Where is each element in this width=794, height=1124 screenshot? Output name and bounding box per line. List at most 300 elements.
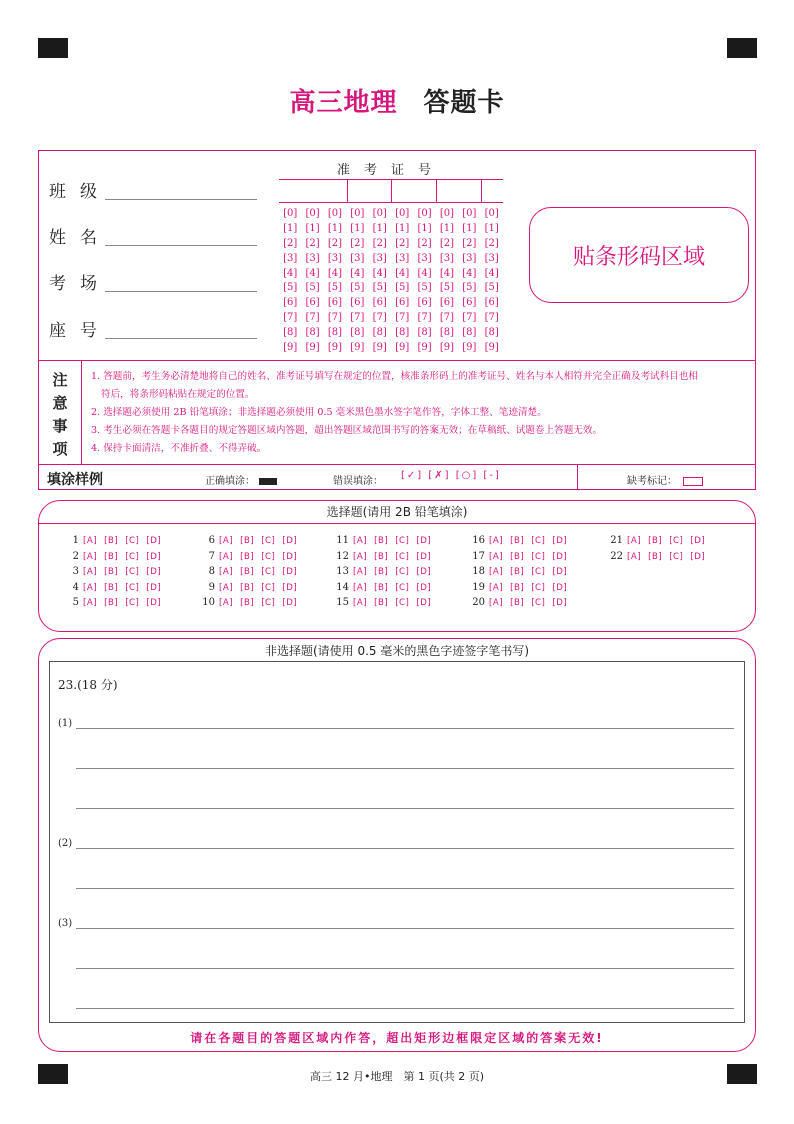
exam-digit-bubble[interactable]: [8] bbox=[327, 327, 343, 339]
question-number: 6 bbox=[208, 535, 215, 546]
exam-digit-bubble[interactable]: [9] bbox=[417, 342, 432, 354]
fill-example-label: 填涂样例 bbox=[47, 472, 103, 488]
question-number: 11 bbox=[336, 535, 349, 546]
answer-area-warning: 请在各题目的答题区域内作答，超出矩形边框限定区域的答案无效! bbox=[190, 1031, 604, 1045]
answer-option-bubble[interactable]: [B] bbox=[510, 598, 525, 609]
exam-digit-bubble[interactable]: [0] bbox=[305, 208, 320, 219]
question-row bbox=[467, 564, 574, 580]
answer-option-bubble[interactable]: [D] bbox=[146, 551, 162, 562]
answer-option-bubble[interactable]: [B] bbox=[648, 536, 663, 546]
answer-option-bubble[interactable]: [D] bbox=[282, 567, 298, 578]
answer-option-bubble[interactable]: [C] bbox=[531, 598, 546, 609]
field-line bbox=[105, 338, 257, 339]
exam-digit-bubble[interactable]: [0] bbox=[484, 208, 499, 219]
exam-digit-bubble[interactable]: [2] bbox=[305, 237, 320, 249]
absent-mark-label: 缺考标记： bbox=[627, 476, 677, 487]
question-column bbox=[605, 533, 712, 564]
exam-digit-bubble[interactable]: [7] bbox=[462, 312, 477, 324]
answer-option-bubble[interactable]: [D] bbox=[282, 551, 298, 562]
question-number: 5 bbox=[72, 597, 79, 609]
absent-mark bbox=[627, 472, 703, 487]
exam-digit-bubble[interactable]: [7] bbox=[484, 312, 499, 324]
question-row bbox=[61, 564, 168, 580]
exam-digit-bubble[interactable]: [5] bbox=[372, 282, 387, 294]
answer-option-bubble[interactable]: [B] bbox=[374, 567, 389, 578]
part-1-label: (1) bbox=[58, 718, 73, 729]
question-row bbox=[331, 533, 438, 549]
question-row bbox=[467, 549, 574, 565]
answer-option-bubble[interactable]: [B] bbox=[374, 598, 389, 609]
exam-digit-bubble[interactable]: [7] bbox=[395, 312, 410, 324]
exam-digit-bubble[interactable]: [0] bbox=[417, 208, 432, 219]
field-label: 考场 bbox=[49, 274, 111, 294]
answer-option-bubble[interactable]: [B] bbox=[240, 551, 255, 562]
question-column bbox=[197, 533, 304, 611]
answer-option-bubble[interactable]: [A] bbox=[83, 582, 98, 593]
exam-digit-bubble[interactable]: [6] bbox=[417, 297, 432, 309]
question-number: 19 bbox=[472, 581, 485, 593]
answer-option-bubble[interactable]: [B] bbox=[104, 536, 119, 546]
exam-digit-bubble[interactable]: [4] bbox=[372, 267, 387, 279]
exam-digit-bubble[interactable]: [0] bbox=[372, 208, 387, 219]
answer-option-bubble[interactable]: [A] bbox=[353, 582, 368, 593]
exam-digit-bubble[interactable]: [1] bbox=[395, 222, 410, 234]
exam-digit-bubble[interactable]: [8] bbox=[305, 327, 320, 339]
exam-digit-bubble[interactable]: [6] bbox=[283, 297, 298, 309]
exam-digit-bubble[interactable]: [0] bbox=[395, 208, 410, 219]
exam-digit-bubble[interactable]: [2] bbox=[283, 237, 298, 249]
exam-number-bubbles[interactable] bbox=[279, 207, 503, 356]
answer-option-bubble[interactable]: [A] bbox=[219, 536, 234, 546]
question-number: 17 bbox=[472, 550, 485, 562]
exam-digit-bubble[interactable]: [2] bbox=[462, 237, 477, 249]
question-row bbox=[331, 580, 438, 596]
exam-digit-bubble[interactable]: [4] bbox=[439, 267, 455, 279]
answer-option-bubble[interactable]: [C] bbox=[531, 567, 546, 578]
exam-digit-bubble[interactable]: [5] bbox=[462, 282, 477, 294]
question-row bbox=[61, 549, 168, 565]
answer-option-bubble[interactable]: [C] bbox=[395, 536, 410, 546]
answer-option-bubble[interactable]: [D] bbox=[416, 536, 432, 546]
question-number: 16 bbox=[472, 535, 485, 546]
question-row bbox=[467, 533, 574, 549]
question-number: 7 bbox=[208, 550, 215, 562]
exam-digit-bubble[interactable]: [8] bbox=[395, 327, 410, 339]
answer-option-bubble[interactable]: [B] bbox=[240, 567, 255, 578]
field-line bbox=[105, 291, 257, 292]
question-number: 4 bbox=[72, 581, 79, 593]
exam-digit-bubble[interactable]: [6] bbox=[439, 297, 455, 309]
answer-option-bubble[interactable]: [A] bbox=[219, 551, 234, 562]
part-3-label: (3) bbox=[58, 918, 73, 929]
answer-option-bubble[interactable]: [B] bbox=[240, 582, 255, 593]
answer-option-bubble[interactable]: [A] bbox=[83, 536, 98, 546]
answer-option-bubble[interactable]: [A] bbox=[219, 582, 234, 593]
question-number: 1 bbox=[72, 535, 79, 546]
registration-mark-top-left bbox=[38, 38, 68, 58]
exam-digit-bubble[interactable]: [3] bbox=[484, 252, 499, 264]
exam-digit-bubble[interactable]: [4] bbox=[283, 267, 298, 279]
answer-option-bubble[interactable]: [C] bbox=[395, 582, 410, 593]
answer-option-bubble[interactable]: [A] bbox=[489, 567, 504, 578]
divider bbox=[39, 523, 755, 524]
exam-digit-bubble[interactable]: [6] bbox=[372, 297, 387, 309]
exam-digit-bubble[interactable]: [5] bbox=[350, 282, 365, 294]
answer-option-bubble[interactable]: [D] bbox=[552, 567, 568, 578]
answer-option-bubble[interactable]: [D] bbox=[282, 536, 298, 546]
answer-option-bubble[interactable]: [B] bbox=[510, 536, 525, 546]
answer-option-bubble[interactable]: [C] bbox=[395, 551, 410, 562]
exam-digit-bubble[interactable]: [9] bbox=[372, 342, 387, 354]
field-label: 班级 bbox=[49, 182, 111, 202]
exam-digit-bubble[interactable]: [2] bbox=[350, 237, 365, 249]
barcode-area: 贴条形码区域 bbox=[529, 207, 749, 303]
exam-digit-bubble[interactable]: [9] bbox=[327, 342, 343, 354]
registration-mark-top-right bbox=[727, 38, 757, 58]
answer-line[interactable] bbox=[76, 768, 734, 769]
exam-digit-bubble[interactable]: [2] bbox=[395, 237, 410, 249]
choice-title: 选择题(请用 2B 铅笔填涂) bbox=[326, 505, 468, 519]
exam-digit-bubble[interactable]: [8] bbox=[417, 327, 432, 339]
exam-digit-bubble[interactable]: [3] bbox=[462, 252, 477, 264]
exam-digit-bubble[interactable]: [9] bbox=[484, 342, 499, 354]
answer-option-bubble[interactable]: [C] bbox=[395, 598, 410, 609]
answer-box[interactable] bbox=[49, 661, 745, 1023]
exam-digit-bubble[interactable]: [2] bbox=[372, 237, 387, 249]
answer-option-bubble[interactable]: [D] bbox=[282, 582, 298, 593]
question-row bbox=[467, 595, 574, 611]
exam-digit-bubble[interactable]: [7] bbox=[417, 312, 432, 324]
note-item: 1. 答题前，考生务必清楚地将自己的姓名、准考证号填写在规定的位置，核准条形码上的准考证号、姓名与本人相符并完全正确及考试科目也相 bbox=[91, 371, 699, 382]
answer-option-bubble[interactable]: [D] bbox=[552, 582, 568, 593]
question-number: 8 bbox=[208, 566, 215, 578]
exam-digit-bubble[interactable]: [8] bbox=[350, 327, 365, 339]
answer-option-bubble[interactable]: [C] bbox=[261, 567, 276, 578]
answer-option-bubble[interactable]: [C] bbox=[669, 551, 684, 562]
exam-digit-bubble[interactable]: [0] bbox=[327, 208, 343, 219]
exam-digit-bubble[interactable]: [6] bbox=[305, 297, 320, 309]
answer-option-bubble[interactable]: [D] bbox=[552, 536, 568, 546]
answer-option-bubble[interactable]: [C] bbox=[125, 598, 140, 609]
field-line bbox=[105, 199, 257, 200]
question-number: 14 bbox=[336, 581, 349, 593]
question-row bbox=[61, 595, 168, 611]
answer-option-bubble[interactable]: [A] bbox=[489, 551, 504, 562]
exam-digit-bubble[interactable]: [5] bbox=[484, 282, 499, 294]
answer-line[interactable] bbox=[76, 968, 734, 969]
question-number: 2 bbox=[72, 550, 79, 562]
exam-digit-bubble[interactable]: [1] bbox=[283, 222, 298, 234]
answer-option-bubble[interactable]: [C] bbox=[531, 536, 546, 546]
question-row bbox=[197, 549, 304, 565]
exam-digit-bubble[interactable]: [1] bbox=[350, 222, 365, 234]
answer-option-bubble[interactable]: [B] bbox=[510, 582, 525, 593]
exam-digit-bubble[interactable]: [3] bbox=[283, 252, 298, 264]
exam-digit-bubble[interactable]: [8] bbox=[283, 327, 298, 339]
exam-digit-bubble[interactable]: [8] bbox=[484, 327, 499, 339]
answer-option-bubble[interactable]: [D] bbox=[146, 598, 162, 609]
exam-number-cell[interactable] bbox=[391, 180, 436, 202]
question-number: 9 bbox=[208, 581, 215, 593]
exam-digit-bubble[interactable]: [1] bbox=[305, 222, 320, 234]
exam-digit-bubble[interactable]: [6] bbox=[484, 297, 499, 309]
answer-option-bubble[interactable]: [D] bbox=[690, 551, 706, 562]
correct-fill-label: 正确填涂： bbox=[205, 476, 255, 487]
page-title bbox=[0, 82, 794, 119]
answer-option-bubble[interactable]: [A] bbox=[219, 567, 234, 578]
title-card: 答题卡 bbox=[423, 88, 505, 118]
exam-digit-bubble[interactable]: [7] bbox=[372, 312, 387, 324]
answer-option-bubble[interactable]: [D] bbox=[416, 598, 432, 609]
answer-option-bubble[interactable]: [B] bbox=[104, 582, 119, 593]
answer-option-bubble[interactable]: [A] bbox=[83, 551, 98, 562]
answer-option-bubble[interactable]: [B] bbox=[374, 551, 389, 562]
answer-line[interactable] bbox=[76, 808, 734, 809]
exam-digit-bubble[interactable]: [2] bbox=[484, 237, 499, 249]
field-exam-room[interactable] bbox=[49, 269, 259, 295]
exam-digit-bubble[interactable]: [4] bbox=[350, 267, 365, 279]
question-row bbox=[61, 533, 168, 549]
fill-example-row bbox=[39, 464, 755, 490]
answer-option-bubble[interactable]: [C] bbox=[395, 567, 410, 578]
exam-digit-bubble[interactable]: [3] bbox=[327, 252, 343, 264]
question-row bbox=[197, 533, 304, 549]
answer-option-bubble[interactable]: [D] bbox=[282, 598, 298, 609]
answer-option-bubble[interactable]: [A] bbox=[489, 536, 504, 546]
title-subject: 高三地理 bbox=[289, 88, 398, 118]
free-response-title: 非选择题(请使用 0.5 毫米的黑色字迹签字笔书写) bbox=[264, 644, 530, 658]
exam-digit-bubble[interactable]: [0] bbox=[462, 208, 477, 219]
question-row bbox=[331, 549, 438, 565]
answer-option-bubble[interactable]: [A] bbox=[489, 598, 504, 609]
answer-option-bubble[interactable]: [A] bbox=[489, 582, 504, 593]
answer-option-bubble[interactable]: [B] bbox=[104, 551, 119, 562]
answer-option-bubble[interactable]: [A] bbox=[353, 536, 368, 546]
exam-digit-bubble[interactable]: [8] bbox=[462, 327, 477, 339]
exam-digit-bubble[interactable]: [5] bbox=[395, 282, 410, 294]
answer-option-bubble[interactable]: [B] bbox=[104, 567, 119, 578]
exam-digit-bubble[interactable]: [9] bbox=[439, 342, 455, 354]
exam-digit-bubble[interactable]: [8] bbox=[372, 327, 387, 339]
exam-digit-bubble[interactable]: [6] bbox=[327, 297, 343, 309]
answer-option-bubble[interactable]: [C] bbox=[261, 598, 276, 609]
answer-option-bubble[interactable]: [B] bbox=[104, 598, 119, 609]
divider bbox=[39, 360, 755, 361]
free-response-section bbox=[38, 638, 756, 1052]
answer-option-bubble[interactable]: [D] bbox=[416, 567, 432, 578]
answer-option-bubble[interactable]: [B] bbox=[374, 582, 389, 593]
exam-number-grid[interactable] bbox=[279, 179, 503, 203]
exam-number-cell[interactable] bbox=[279, 180, 347, 202]
exam-digit-bubble[interactable]: [1] bbox=[462, 222, 477, 234]
question-row bbox=[197, 564, 304, 580]
answer-option-bubble[interactable]: [D] bbox=[416, 582, 432, 593]
notes-text bbox=[91, 368, 751, 458]
note-item: 2. 选择题必须使用 2B 铅笔填涂；非选择题必须使用 0.5 毫米黑色墨水签字笔作答，字体工整、笔迹清楚。 bbox=[91, 407, 547, 418]
exam-digit-bubble[interactable]: [1] bbox=[372, 222, 387, 234]
exam-digit-bubble[interactable]: [9] bbox=[350, 342, 365, 354]
exam-digit-bubble[interactable]: [4] bbox=[484, 267, 499, 279]
exam-digit-bubble[interactable]: [0] bbox=[283, 208, 298, 219]
exam-digit-bubble[interactable]: [9] bbox=[283, 342, 298, 354]
exam-digit-bubble[interactable]: [5] bbox=[283, 282, 298, 294]
exam-digit-bubble[interactable]: [5] bbox=[305, 282, 320, 294]
exam-digit-bubble[interactable]: [3] bbox=[372, 252, 387, 264]
note-item: 符后，将条形码粘贴在规定的位置。 bbox=[101, 389, 255, 400]
answer-option-bubble[interactable]: [A] bbox=[353, 567, 368, 578]
exam-number-cell[interactable] bbox=[481, 180, 503, 202]
exam-digit-bubble[interactable]: [3] bbox=[439, 252, 455, 264]
answer-option-bubble[interactable]: [C] bbox=[531, 551, 546, 562]
exam-digit-bubble[interactable]: [6] bbox=[462, 297, 477, 309]
answer-option-bubble[interactable]: [A] bbox=[219, 598, 234, 609]
exam-digit-bubble[interactable]: [9] bbox=[395, 342, 410, 354]
exam-digit-bubble[interactable]: [9] bbox=[462, 342, 477, 354]
exam-number-label: 准考证号 bbox=[336, 163, 445, 178]
exam-digit-bubble[interactable]: [9] bbox=[305, 342, 320, 354]
exam-digit-bubble[interactable]: [1] bbox=[417, 222, 432, 234]
exam-digit-bubble[interactable]: [4] bbox=[395, 267, 410, 279]
exam-digit-bubble[interactable]: [0] bbox=[350, 208, 365, 219]
question-row bbox=[605, 549, 712, 565]
answer-option-bubble[interactable]: [C] bbox=[261, 551, 276, 562]
exam-digit-bubble[interactable]: [7] bbox=[305, 312, 320, 324]
answer-option-bubble[interactable]: [B] bbox=[240, 598, 255, 609]
wrong-fill-label: 错误填涂： bbox=[333, 476, 383, 487]
answer-line[interactable] bbox=[76, 928, 734, 929]
exam-digit-bubble[interactable]: [6] bbox=[395, 297, 410, 309]
note-item: 4. 保持卡面清洁，不准折叠、不得弄破。 bbox=[91, 443, 267, 454]
answer-option-bubble[interactable]: [D] bbox=[146, 567, 162, 578]
answer-option-bubble[interactable]: [A] bbox=[353, 551, 368, 562]
exam-digit-bubble[interactable]: [8] bbox=[439, 327, 455, 339]
exam-digit-bubble[interactable]: [3] bbox=[305, 252, 320, 264]
field-class[interactable] bbox=[49, 177, 259, 203]
exam-digit-bubble[interactable]: [7] bbox=[283, 312, 298, 324]
answer-line[interactable] bbox=[76, 848, 734, 849]
exam-number-cell[interactable] bbox=[347, 180, 391, 202]
answer-option-bubble[interactable]: [B] bbox=[510, 567, 525, 578]
question-number: 3 bbox=[72, 566, 79, 578]
exam-digit-bubble[interactable]: [4] bbox=[305, 267, 320, 279]
answer-option-bubble[interactable]: [A] bbox=[83, 567, 98, 578]
answer-option-bubble[interactable]: [A] bbox=[353, 598, 368, 609]
exam-digit-bubble[interactable]: [0] bbox=[439, 208, 455, 219]
divider bbox=[577, 464, 578, 490]
exam-digit-bubble[interactable]: [4] bbox=[327, 267, 343, 279]
exam-digit-bubble[interactable]: [7] bbox=[327, 312, 343, 324]
exam-digit-bubble[interactable]: [2] bbox=[417, 237, 432, 249]
answer-option-bubble[interactable]: [C] bbox=[261, 536, 276, 546]
exam-digit-bubble[interactable]: [5] bbox=[417, 282, 432, 294]
exam-digit-bubble[interactable]: [2] bbox=[439, 237, 455, 249]
exam-digit-bubble[interactable]: [3] bbox=[417, 252, 432, 264]
field-line bbox=[105, 245, 257, 246]
question-number: 12 bbox=[336, 550, 349, 562]
exam-number-cell[interactable] bbox=[436, 180, 481, 202]
question-number: 10 bbox=[202, 597, 215, 609]
answer-line[interactable] bbox=[76, 1008, 734, 1009]
exam-digit-bubble[interactable]: [1] bbox=[327, 222, 343, 234]
filled-box-icon bbox=[259, 478, 277, 485]
answer-option-bubble[interactable]: [C] bbox=[125, 567, 140, 578]
notes-title: 注意事项 bbox=[52, 371, 68, 458]
exam-digit-bubble[interactable]: [3] bbox=[395, 252, 410, 264]
exam-digit-bubble[interactable]: [1] bbox=[484, 222, 499, 234]
question-column bbox=[61, 533, 168, 611]
wrong-fill-marks: [✓] [✗] [○] [-] bbox=[401, 470, 501, 481]
answer-option-bubble[interactable]: [D] bbox=[146, 582, 162, 593]
answer-option-bubble[interactable]: [C] bbox=[261, 582, 276, 593]
question-number: 13 bbox=[336, 566, 349, 578]
exam-digit-bubble[interactable]: [3] bbox=[350, 252, 365, 264]
question-row bbox=[197, 595, 304, 611]
part-2-label: (2) bbox=[58, 838, 73, 849]
absent-box-icon[interactable] bbox=[683, 477, 703, 486]
page-footer: 高三 12 月•地理 第 1 页(共 2 页) bbox=[309, 1070, 485, 1083]
exam-digit-bubble[interactable]: [4] bbox=[417, 267, 432, 279]
exam-digit-bubble[interactable]: [5] bbox=[439, 282, 455, 294]
question-number: 22 bbox=[610, 550, 623, 562]
exam-digit-bubble[interactable]: [4] bbox=[462, 267, 477, 279]
question-row bbox=[467, 580, 574, 596]
answer-option-bubble[interactable]: [C] bbox=[531, 582, 546, 593]
correct-fill bbox=[205, 472, 277, 487]
answer-option-bubble[interactable]: [B] bbox=[240, 536, 255, 546]
answer-option-bubble[interactable]: [A] bbox=[627, 536, 642, 546]
answer-option-bubble[interactable]: [D] bbox=[690, 536, 706, 546]
answer-option-bubble[interactable]: [C] bbox=[125, 582, 140, 593]
question-column bbox=[467, 533, 574, 611]
answer-option-bubble[interactable]: [B] bbox=[510, 551, 525, 562]
exam-digit-bubble[interactable]: [5] bbox=[327, 282, 343, 294]
exam-digit-bubble[interactable]: [7] bbox=[350, 312, 365, 324]
answer-option-bubble[interactable]: [D] bbox=[552, 598, 568, 609]
exam-digit-bubble[interactable]: [7] bbox=[439, 312, 455, 324]
question-row bbox=[197, 580, 304, 596]
answer-option-bubble[interactable]: [C] bbox=[125, 551, 140, 562]
answer-option-bubble[interactable]: [B] bbox=[648, 551, 663, 562]
answer-option-bubble[interactable]: [A] bbox=[83, 598, 98, 609]
question-row bbox=[61, 580, 168, 596]
field-seat[interactable] bbox=[49, 316, 259, 342]
answer-line[interactable] bbox=[76, 728, 734, 729]
answer-option-bubble[interactable]: [D] bbox=[416, 551, 432, 562]
note-item: 3. 考生必须在答题卡各题目的规定答题区域内答题，超出答题区域范围书写的答案无效；在草稿纸、试题卷上答题无效。 bbox=[91, 425, 603, 436]
answer-option-bubble[interactable]: [B] bbox=[374, 536, 389, 546]
question-row bbox=[331, 564, 438, 580]
exam-digit-bubble[interactable]: [1] bbox=[439, 222, 455, 234]
divider bbox=[81, 360, 82, 464]
question-number: 21 bbox=[610, 535, 623, 546]
answer-line[interactable] bbox=[76, 888, 734, 889]
exam-digit-bubble[interactable]: [2] bbox=[327, 237, 343, 249]
question-number: 20 bbox=[472, 597, 485, 609]
question-number: 18 bbox=[472, 566, 485, 578]
field-name[interactable] bbox=[49, 223, 259, 249]
answer-option-bubble[interactable]: [D] bbox=[552, 551, 568, 562]
field-label: 姓名 bbox=[49, 228, 111, 248]
question-row bbox=[605, 533, 712, 549]
question-row bbox=[331, 595, 438, 611]
choice-section bbox=[38, 500, 756, 632]
answer-option-bubble[interactable]: [C] bbox=[669, 536, 684, 546]
answer-option-bubble[interactable]: [D] bbox=[146, 536, 162, 546]
question-23-label: 23.(18 分) bbox=[58, 678, 118, 692]
answer-option-bubble[interactable]: [A] bbox=[627, 551, 642, 562]
exam-digit-bubble[interactable]: [6] bbox=[350, 297, 365, 309]
answer-option-bubble[interactable]: [C] bbox=[125, 536, 140, 546]
